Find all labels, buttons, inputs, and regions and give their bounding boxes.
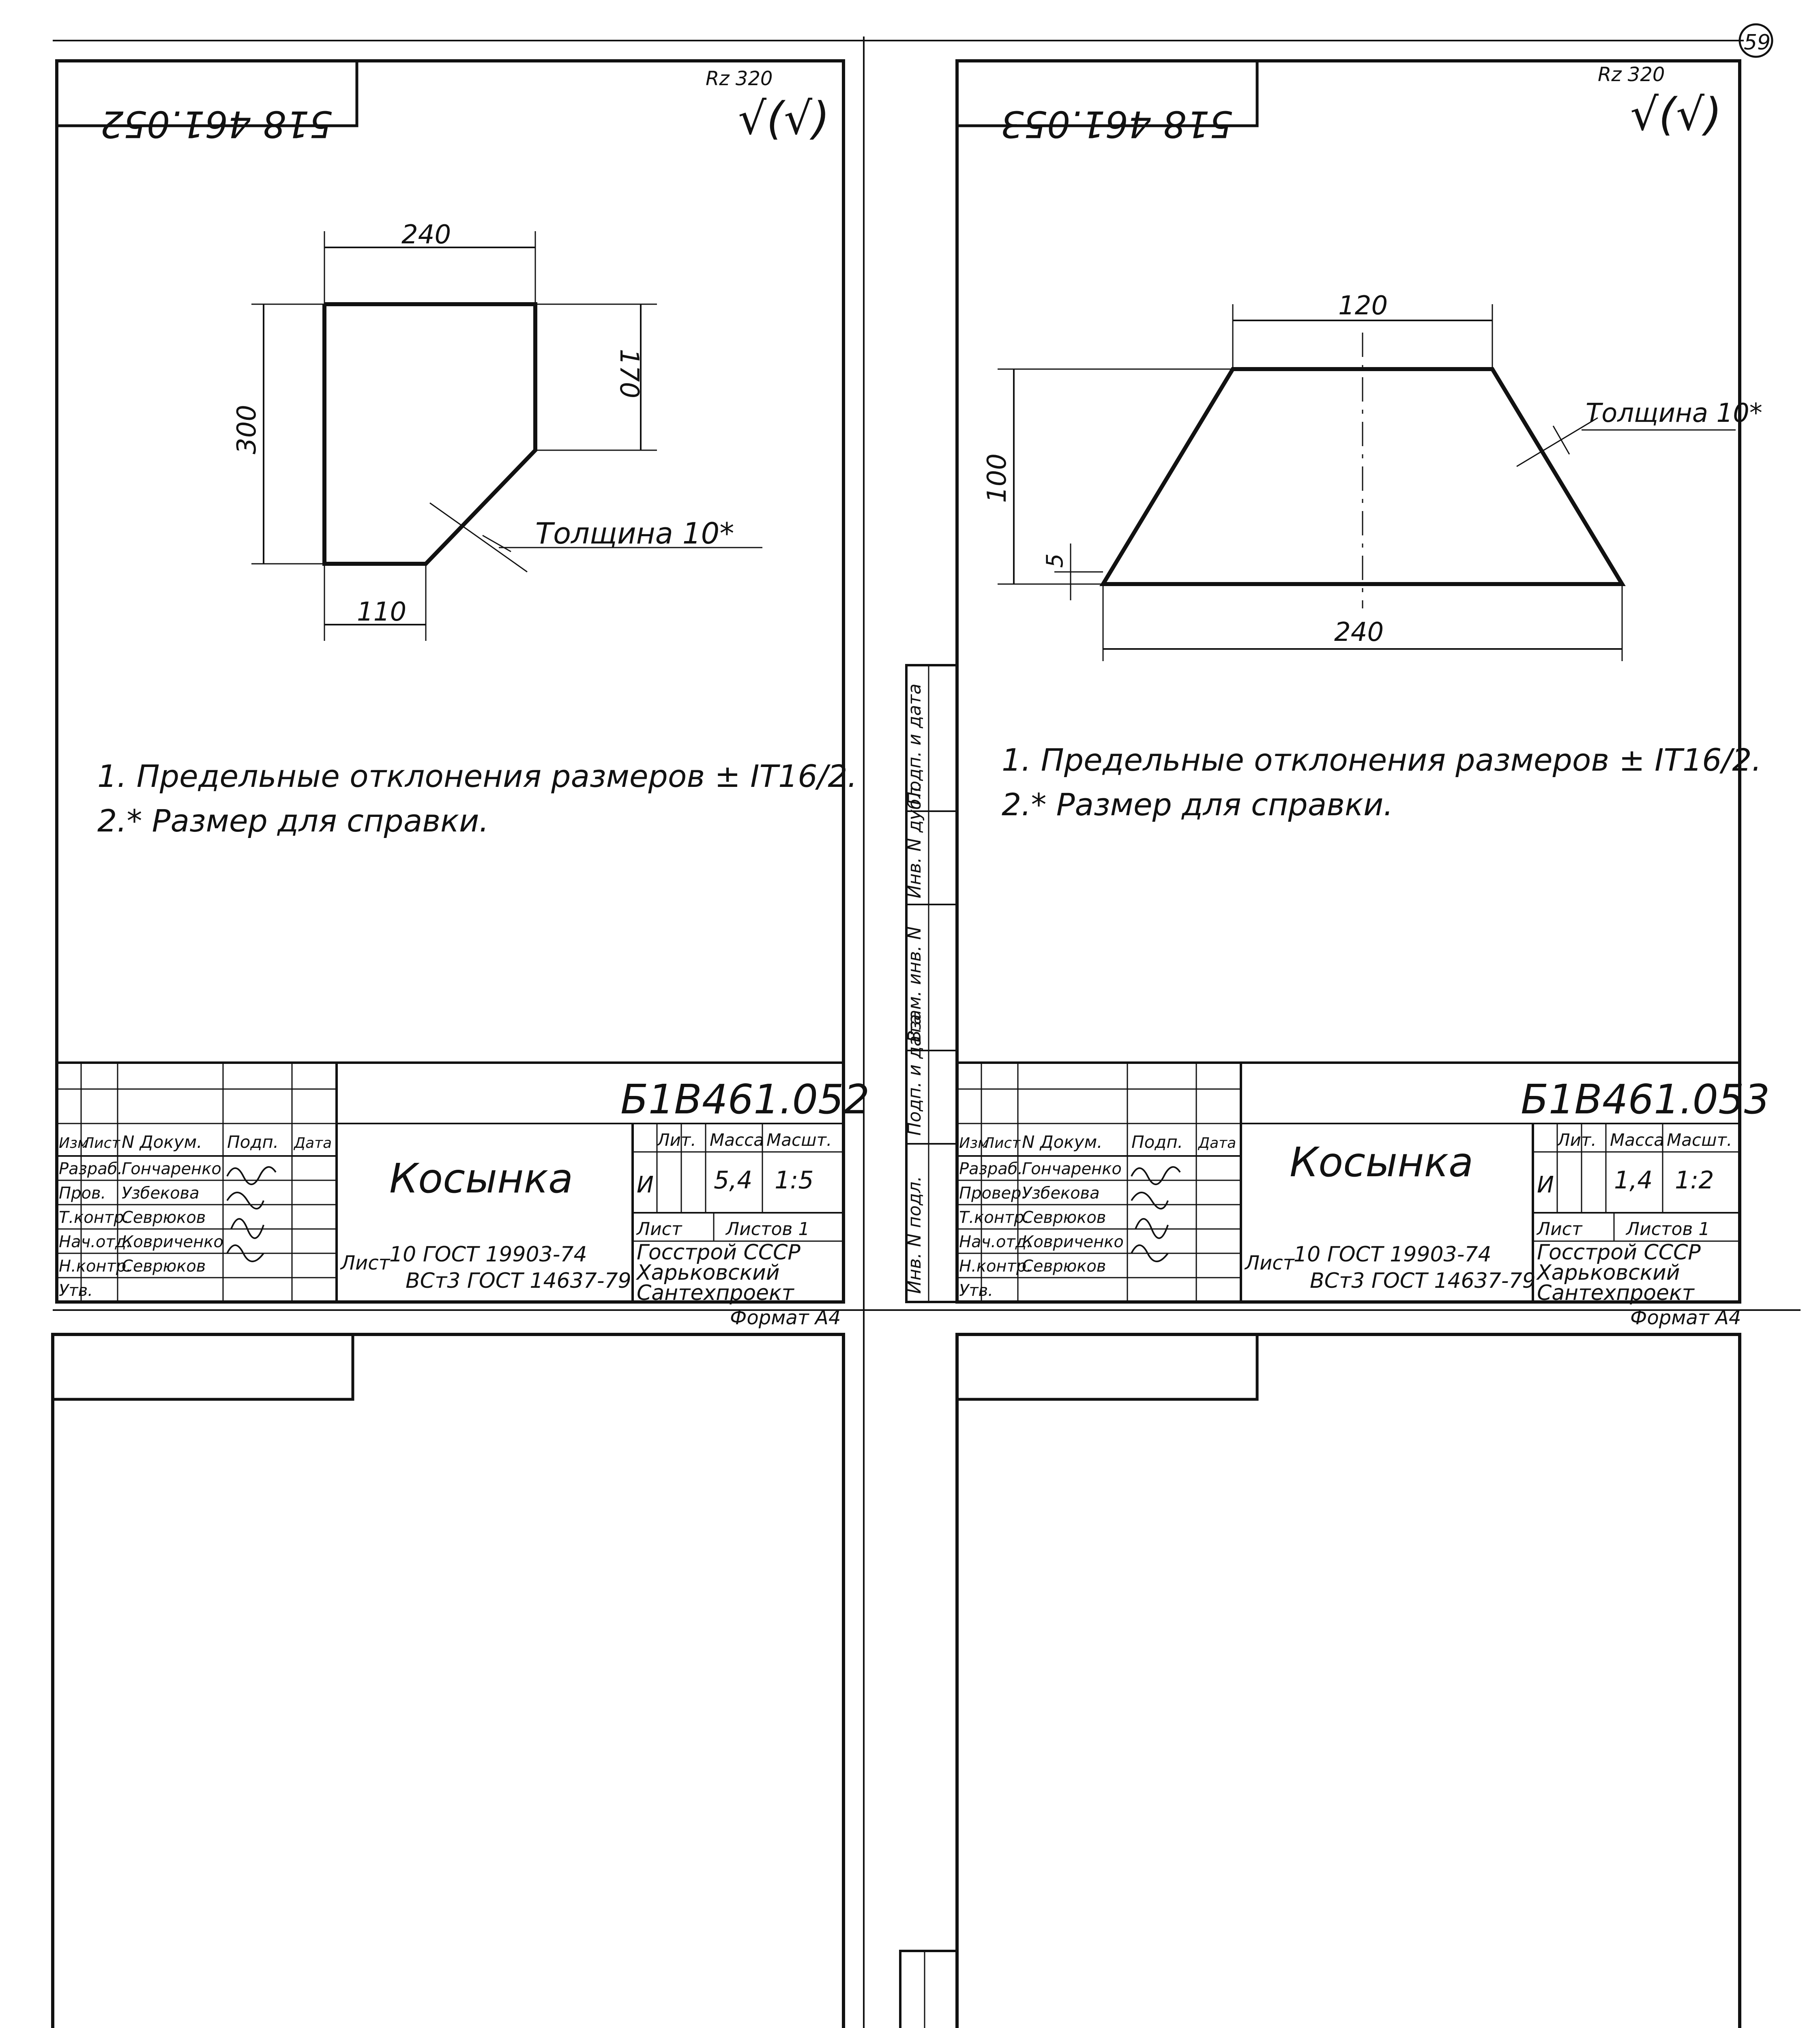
sheet-052-format: Формат А4 [730,1306,841,1329]
sheet-052-role: Т.контр. [59,1208,129,1227]
sheet-052-hdr-izm: Изм [59,1135,89,1151]
sheet-053-thickness: Толщина 10* [1586,398,1762,428]
sheet-053-person: Гончаренко [1022,1160,1122,1178]
sheet-053-org-2: Харьковский [1537,1261,1680,1285]
sheet-052-dim-right: 170 [614,349,644,399]
sheet-052-material-bottom: ВСт3 ГОСТ 14637-79 [406,1269,631,1293]
sheet-052-org-1: Госстрой СССР [637,1240,801,1265]
sheet-053-lit-label: Лит. [1557,1130,1597,1150]
side-stamp-label: Инв. N дубл. [904,781,925,898]
sheet-053-hdr-izm: Изм [959,1135,989,1151]
side-stamp-label: Инв. N подл. [904,1176,925,1294]
sheet-052-dim-left: 300 [232,404,262,454]
sheet-052-person: Ковриченко [122,1233,223,1251]
sheet-052-roughness: Rz 320 [706,67,773,90]
gusset-052-outline [324,304,535,564]
sheet-052-note-2: 2.* Размер для справки. [97,803,489,839]
sheet-052-hdr-date: Дата [294,1135,332,1151]
sheet-052-role: Н.контр. [59,1257,131,1276]
sheet-053-rotated-code: 518 461.053 [1000,103,1233,145]
sheet-052-dim-top: 240 [401,220,451,250]
sheet-053-role: Провер. [959,1184,1027,1203]
sheet-053-part-name: Косынка [1290,1139,1474,1186]
sheet-053-dim-top: 120 [1338,291,1388,321]
sheet-053-mass-label: Масса [1610,1130,1664,1150]
sheet-052-person: Севрюков [122,1257,206,1276]
sheet-052-material-top: 10 ГОСТ 19903-74 [389,1242,587,1267]
sheet-053-role: Т.контр. [959,1208,1030,1227]
sheet-052-person: Гончаренко [122,1160,221,1178]
sheet-053-note-1: 1. Предельные отклонения размеров ± IT16/2. [1002,742,1762,778]
sheet-052-role: Утв. [59,1281,93,1300]
sheet-053-lit: И [1537,1172,1554,1198]
sheet-052-roughness-symbol: √(√) [738,92,830,144]
sheet-052-scale: 1:5 [775,1166,814,1194]
sheet-053-format: Формат А4 [1630,1306,1741,1329]
sheet-052-designation: Б1В461.052 [620,1076,870,1123]
sheet-053-hdr-sign: Подп. [1131,1132,1183,1152]
sheet-053-note-2: 2.* Размер для справки. [1002,786,1393,823]
sheet-053-role: Разраб. [959,1160,1023,1178]
side-stamp-label: Подп. и дата [904,1014,925,1136]
sheet-053-hdr-list: Лист [983,1135,1021,1151]
corner-mark: 59 [1744,30,1771,55]
sheet-052-mass-label: Масса [710,1130,764,1150]
sheet-053-material-label: Лист [1245,1252,1294,1274]
sheet-053-dim-bottom: 240 [1334,617,1384,647]
sheet-052-hdr-sign: Подп. [227,1132,279,1152]
sheet-053-hdr-doc: N Докум. [1022,1132,1103,1152]
side-stamp-label: Подп. и дата [904,683,925,805]
sheet-053-hdr-date: Дата [1198,1135,1236,1151]
sheet-053-scale-label: Масшт. [1667,1130,1732,1150]
sheet-053-org-1: Госстрой СССР [1537,1240,1701,1265]
sheet-053-person: Узбекова [1022,1184,1100,1203]
sheet-052-dim-bottom: 110 [357,597,407,627]
sheet-052-thickness: Толщина 10* [535,516,734,550]
sheet-053-scale: 1:2 [1675,1166,1714,1194]
sheet-053-sheet-label: Лист [1537,1219,1582,1240]
sheet-052-material-label: Лист [341,1252,390,1274]
blank-side-strip [900,1951,957,2028]
sheet-052-hdr-list: Лист [83,1135,120,1151]
sheet-053-sheets-label: Листов 1 [1626,1219,1710,1240]
sheet-053-role: Утв. [959,1281,993,1300]
sheet-052-sheet-label: Лист [637,1219,682,1240]
sheet-052-role: Нач.отд. [59,1233,132,1251]
sheet-052-role: Пров. [59,1184,106,1203]
sheet-053-person: Ковриченко [1022,1233,1124,1251]
sheet-053-person: Севрюков [1022,1257,1106,1276]
sheet-053-dim-left: 100 [982,453,1012,503]
sheet-053-designation: Б1В461.053 [1521,1076,1770,1123]
sheet-052-sheets-label: Листов 1 [726,1219,810,1240]
sheet-053-roughness-symbol: √(√) [1630,88,1722,140]
sheet-053-mass: 1,4 [1614,1166,1653,1194]
sheet-053-role: Нач.отд. [959,1233,1032,1251]
sheet-052-lit-label: Лит. [657,1130,696,1150]
sheet-053-org-3: Сантехпроект [1537,1281,1694,1305]
blank-sheet-left-frame [53,1334,843,2028]
sheet-052-role: Разраб. [59,1160,123,1178]
sheet-052-org-3: Сантехпроект [637,1281,794,1305]
sheet-052-person: Узбекова [122,1184,200,1203]
sheet-053-material-top: 10 ГОСТ 19903-74 [1294,1242,1492,1267]
sheet-052-note-1: 1. Предельные отклонения размеров ± IT16/2. [97,758,857,794]
sheet-052-hdr-doc: N Докум. [122,1132,202,1152]
sheet-053-material-bottom: ВСт3 ГОСТ 14637-79 [1310,1269,1536,1293]
sheet-052-person: Севрюков [122,1208,206,1227]
sheet-052-lit: И [637,1172,654,1198]
sheet-053-role: Н.контр. [959,1257,1032,1276]
sheet-053-person: Севрюков [1022,1208,1106,1227]
sheet-052-scale-label: Масшт. [766,1130,832,1150]
sheet-052-org-2: Харьковский [637,1261,780,1285]
blank-sheet-right-frame [957,1334,1740,2028]
sheet-053-roughness: Rz 320 [1598,63,1665,86]
sheet-052-mass: 5,4 [714,1166,753,1194]
sheet-052-rotated-code: 518 461.052 [100,103,333,145]
side-stamp-label: Взам. инв. N [904,926,925,1042]
sheet-052-part-name: Косынка [389,1155,573,1202]
sheet-053-dim-small: 5 [1042,553,1068,568]
